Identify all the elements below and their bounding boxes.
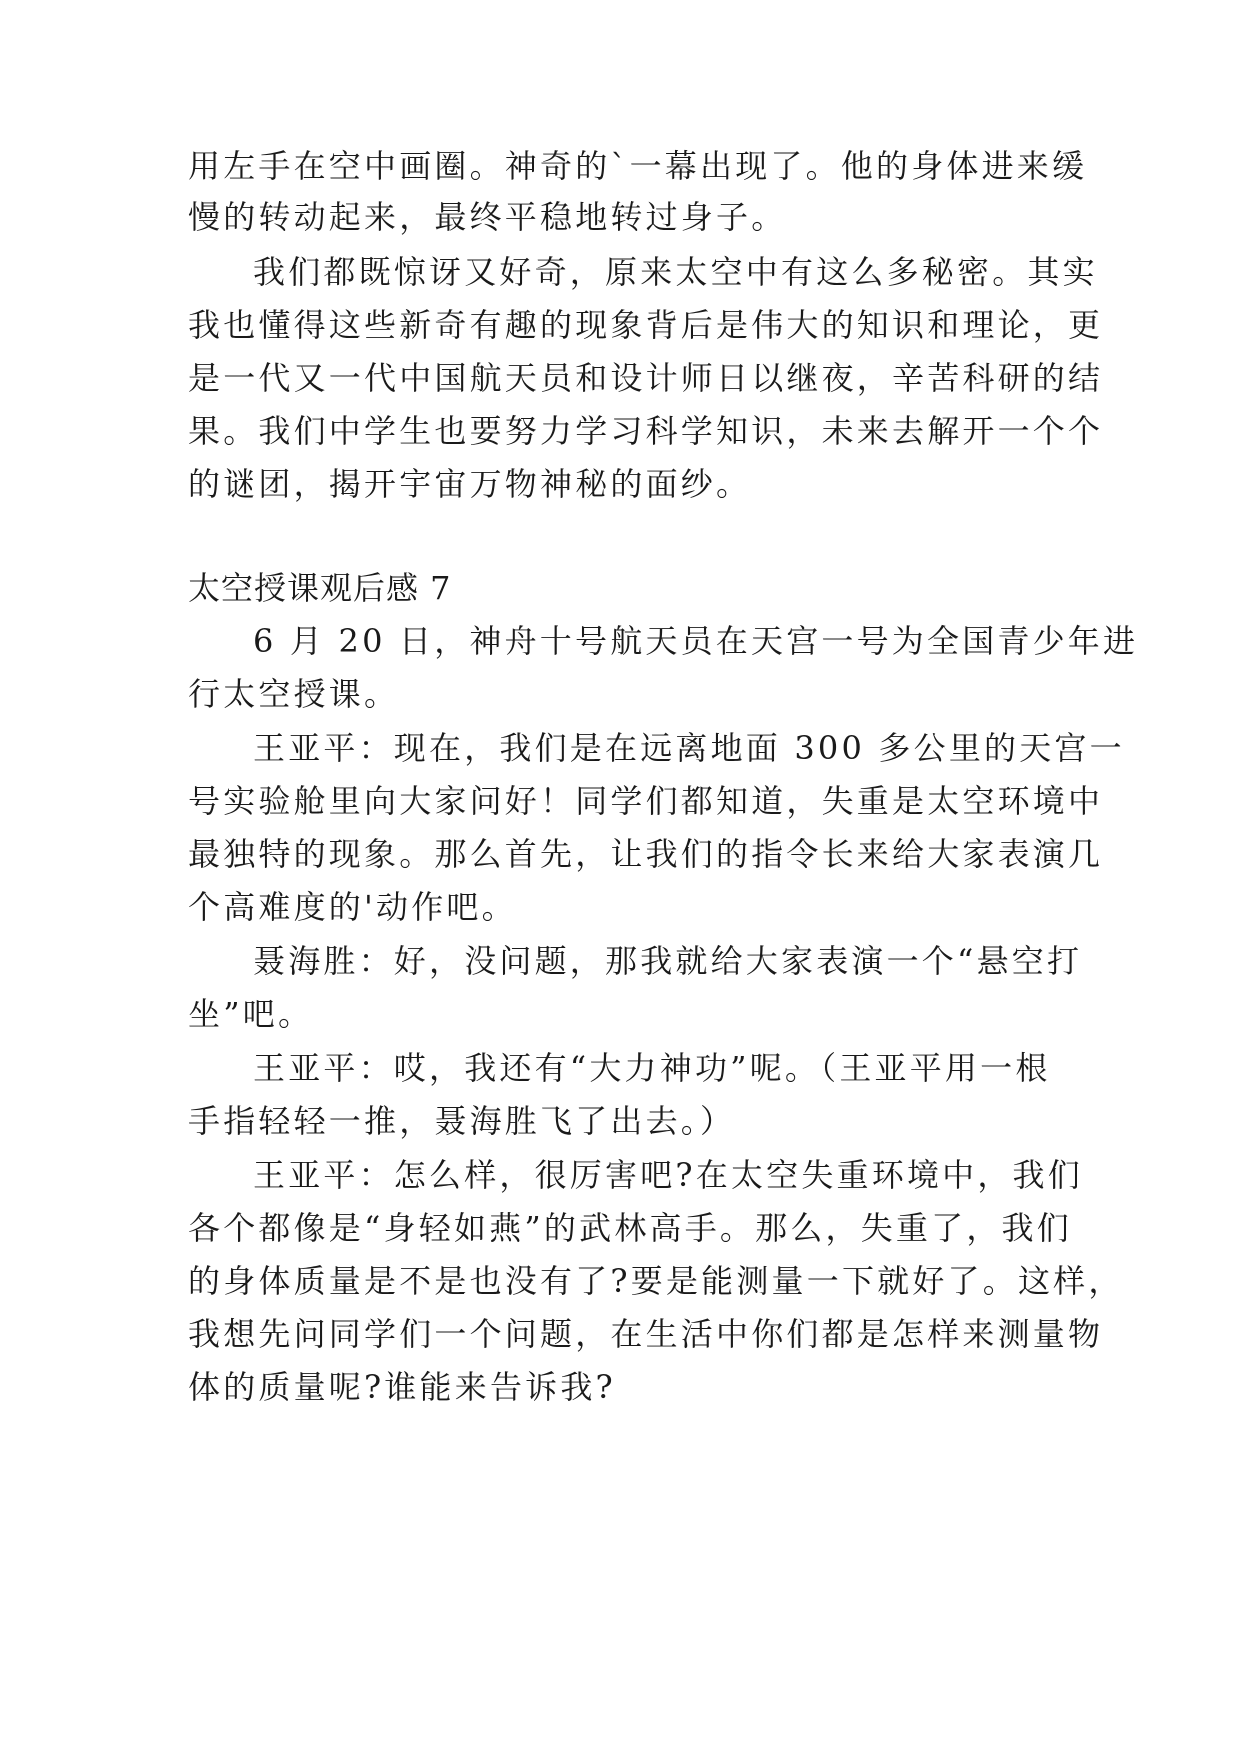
paragraph-line: 各个都像是“身轻如燕”的武林高手。那么，失重了，我们 (188, 1209, 1072, 1247)
paragraph-line: 号实验舱里向大家问好！同学们都知道，失重是太空环境中 (188, 782, 1104, 820)
paragraph-line: 最独特的现象。那么首先，让我们的指令长来给大家表演几 (188, 835, 1104, 873)
paragraph-line: 我也懂得这些新奇有趣的现象背后是伟大的知识和理论，更 (188, 306, 1104, 344)
paragraph-line: 慢的转动起来，最终平稳地转过身子。 (188, 198, 787, 236)
paragraph-line: 聂海胜：好，没问题，那我就给大家表演一个“悬空打 (253, 942, 1083, 980)
section-title: 太空授课观后感 7 (188, 569, 452, 607)
paragraph-line: 我们都既惊讶又好奇，原来太空中有这么多秘密。其实 (253, 253, 1098, 291)
paragraph-line: 体的质量呢?谁能来告诉我? (188, 1368, 616, 1406)
paragraph-line: 果。我们中学生也要努力学习科学知识，未来去解开一个个 (188, 412, 1104, 450)
paragraph-line: 的身体质量是不是也没有了?要是能测量一下就好了。这样， (188, 1262, 1124, 1300)
paragraph-line: 我想先问同学们一个问题，在生活中你们都是怎样来测量物 (188, 1315, 1104, 1353)
paragraph-line: 用左手在空中画圈。神奇的`一幕出现了。他的身体进来缓 (188, 147, 1088, 185)
paragraph-line: 王亚平：怎么样，很厉害吧?在太空失重环境中，我们 (253, 1156, 1083, 1194)
paragraph-line: 6 月 20 日，神舟十号航天员在天宫一号为全国青少年进 (253, 622, 1139, 660)
paragraph-line: 手指轻轻一推，聂海胜飞了出去。） (188, 1102, 736, 1140)
paragraph-line: 坐”吧。 (188, 995, 314, 1033)
paragraph-line: 王亚平：哎，我还有“大力神功”呢。（王亚平用一根 (253, 1049, 1051, 1087)
paragraph-line: 行太空授课。 (188, 675, 400, 713)
paragraph-line: 个高难度的'动作吧。 (188, 888, 517, 926)
paragraph-line: 是一代又一代中国航天员和设计师日以继夜，辛苦科研的结 (188, 359, 1104, 397)
paragraph-line: 王亚平：现在，我们是在远离地面 300 多公里的天宫一 (253, 729, 1125, 767)
paragraph-line: 的谜团，揭开宇宙万物神秘的面纱。 (188, 465, 752, 503)
